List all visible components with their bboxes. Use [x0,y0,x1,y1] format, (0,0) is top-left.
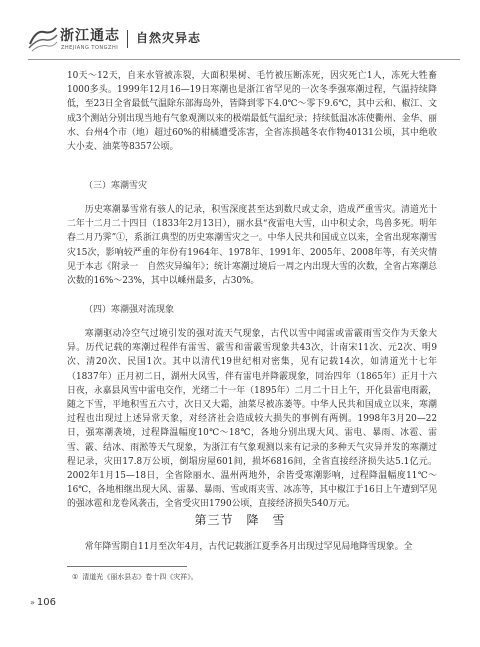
paragraph-text: 寒潮驱动冷空气过境引发的强对流天气现象，古代以雪中闻雷或雷霰雨雪交作为天象大异。历代记载的寒潮过程伴有雷雪、霰雪和雷霰雪现象共43次，计南宋11次、元2次、明9次、清20次、民国1次。其中以清代19世纪相对密集，见有记载14次，如清道光十七年（1837年）正月初二日，湖州大风雪，伴有雷电并降霰现象，同治四年（1865年）正月十六日夜，永嘉县风雪中雷电交作，光绪二十一年（1895年）二月二十日上午，开化县雷电雨霰，随之下雪，平地积雪五六寸，次日又大霜，油菜尽被冻萎等。中华人民共和国成立以来，寒潮过程也出现过上述异常天象，对经济社会造成较大损失的事例有两例。1998年3月20—22日，强寒潮袭境，过程降温幅度10℃～18℃，各地分别出现大风、雷电、暴雨、冰雹、雷雪、霰、结冰、雨淞等天气现象，为浙江有气象观测以来有记录的多种天气灾异并发的寒潮过程记录，灾田17.8万公顷，倒塌房屋601间，损坏6816间，全省直接经济损失达5.1亿元。2002年1月15—18日，全省除丽水、温州两地外，余皆受寒潮影响，过程降温幅度11℃～16℃，各地相继出现大风、雷暴、暴雨、雪或雨夹雪、冰冻等，其中椒江于16日上午遭到罕见的强冰雹和龙卷风袭击，全省受灾田1790公顷，直接经济损失540万元。 [67,329,437,510]
logo-title: 浙江通志 [60,28,120,44]
logo-subtitle: ZHEJIANG TONGZHI [61,45,119,51]
page-header [28,20,460,66]
footnote-rule [67,566,187,567]
header-rule [28,59,460,60]
page-arrow-icon: » [30,598,35,607]
footnote-marker: ① [72,573,79,581]
paragraph-text: 10天～12天，自来水管被冻裂，大面积果树、毛竹被压断冻死，因灾死亡1人，冻死大牲畜1000多头。1999年12月16—19日寒潮也是浙江省罕见的一次冬季强寒潮过程，气温持续降低，至23日全省最低气温除东部海岛外，皆降到零下4.0℃～零下9.6℃，其中云和、椒江、文成3个测站分别出现当地有气象观测以来的极端最低气温纪录；持续低温冰冻使衢州、金华、丽水、台州4个市（地）超过60%的柑橘遭受冻害，全省冻损越冬农作物40131公顷，其中绝收大小麦、油菜等8357公顷。 [67,71,437,153]
footnote [72,572,198,582]
paragraph-text: 历史寒潮暴雪常有骇人的记录，积雪深度甚至达到数尺或丈余，造成严重雪灾。清道光十二年十二月二十四日（1833年2月13日），丽水县“夜雷电大雪，山中积丈余，鸟兽多死。明年春二月乃霁”①，系浙江典型的历史寒潮雪灾之一。中华人民共和国成立以来，全省出现寒潮雪灾15次，影响较严重的年份有1964年、1978年、1991年、2005年、2008年等，有关灾情见于本志《附录一 自然灾异编年》；统计寒潮过境后一周之内出现大雪的次数，全省占寒潮总次数的16%～23%，其中以嵊州最多，占30%。 [67,205,437,287]
section-title: 第三节 降 雪 [194,513,286,527]
paragraph-cold-damage [67,69,437,154]
page-number-value: 106 [36,597,56,608]
paragraph-snow-disaster [67,203,437,288]
footnote-text: 清道光《丽水县志》卷十四《灾祥》。 [82,573,198,581]
zhejiang-logo-icon [28,26,58,52]
paragraph-convection [67,327,437,512]
subhead-convection: （四）寒潮强对流现象 [84,305,175,315]
paragraph-text: 常年降雪期自11月至次年4月，古代记载浙江夏季各月出现过罕见局地降雪现象。全 [84,542,413,552]
page-number [30,597,56,608]
subhead-cold-snow: （三）寒潮雪灾 [84,181,148,191]
header-divider [127,30,128,48]
volume-name: 自然灾异志 [136,31,202,45]
paragraph-snowfall [67,540,437,554]
